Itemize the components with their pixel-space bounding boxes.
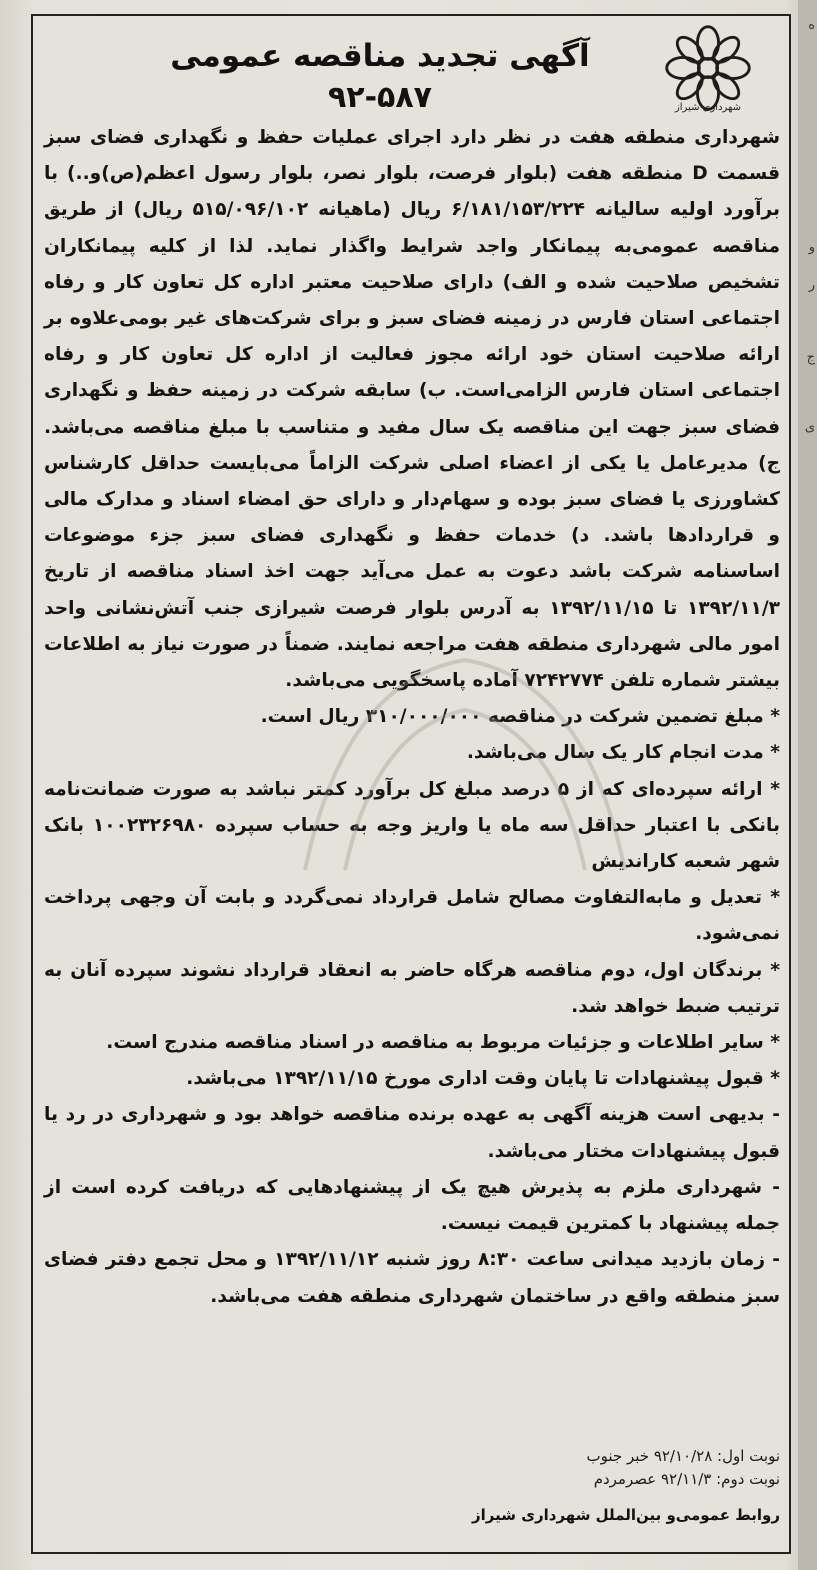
publication-first: نوبت اول: ۹۲/۱۰/۲۸ خبر جنوب [586,1447,780,1465]
side-fragment: ر [808,278,815,293]
main-paragraph: شهرداری منطقه هفت در نظر دارد اجرای عملیات حفظ و نگهداری فضای سبز قسمت D منطقه هفت (بلوار فرصت، بلوار نصر، بلوار رسول اعظم(ص)و..) با برآورد اولیه سالیانه ۶/۱۸۱/۱۵۳/۲۲۴ ریال (ماهیانه ۵۱۵/۰۹۶/۱۰۲ ریال) از طریق مناقصه عمومی‌به پیمانکار واجد شرایط واگذار نماید. لذا از کلیه پیمانکاران تشخیص صلاحیت شده و الف) دارای صلاحیت معتبر اداره کل تعاون کار و رفاه اجتماعی استان فارس در زمینه فضای سبز و برای شرکت‌های غیر بومی‌علاوه بر ارائه صلاحیت استان خود ارائه مجوز فعالیت از اداره کل تعاون کار و رفاه اجتماعی استان فارس الزامی‌است. ب) سابقه شرکت در زمینه حفظ و نگهداری فضای سبز جهت این مناقصه یک سال مفید و متناسب با مبلغ مناقصه می‌باشد. ج) مدیرعامل یا یکی از اعضاء اصلی شرکت الزاماً می‌بایست حداقل کارشناس کشاورزی یا فضای سبز بوده و سهام‌دار و دارای حق امضاء اسناد و مدارک مالی و قراردادها باشد. د) خدمات حفظ و نگهداری فضای سبز جزء موضوعات اساسنامه شرکت باشد دعوت به عمل می‌آید جهت اخذ اسناد مناقصه از تاریخ ۱۳۹۲/۱۱/۳ تا ۱۳۹۲/۱۱/۱۵ به آدرس بلوار فرصت شیرازی جنب آتش‌نشانی واحد امور مالی شهرداری منطقه هفت مراجعه نمایند. ضمناً در صورت نیاز به اطلاعات بیشتر شماره تلفن ۷۲۴۲۷۷۴ آماده پاسخگویی می‌باشد. [44,127,781,692]
logo-caption: شهرداری شیراز [674,102,742,113]
notice-title: آگهی تجدید مناقصه عمومی [170,38,590,74]
condition-item: - بدیهی است هزینه آگهی به عهده برنده مناقصه خواهد بود و شهرداری در رد یا قبول پیشنهادات مختار می‌باشد. [44,1104,780,1162]
condition-item: * تعدیل و مابه‌التفاوت مصالح شامل قرارداد نمی‌گردد و بابت آن وجهی پرداخت نمی‌شود. [44,887,780,945]
condition-item: - شهرداری ملزم به پذیرش هیچ یک از پیشنهادهایی که دریافت کرده است از جمله پیشنهاد با کمترین قیمت نیست. [44,1176,780,1235]
condition-item: - زمان بازدید میدانی ساعت ۸:۳۰ روز شنبه ۱۳۹۲/۱۱/۱۲ و محل تجمع دفتر فضای سبز منطقه واقع در ساختمان شهرداری منطقه هفت می‌باشد. [44,1249,780,1307]
adjacent-column-strip [798,0,817,1570]
condition-item: * مبلغ تضمین شرکت در مناقصه ۳۱۰/۰۰۰/۰۰۰ ریال است. [260,706,780,728]
side-fragment: و [808,240,815,255]
publication-dates [44,1445,780,1491]
condition-item: * سایر اطلاعات و جزئیات مربوط به مناقصه در اسناد مناقصه مندرج است. [106,1032,780,1054]
condition-item: * برندگان اول، دوم مناقصه هرگاه حاضر به انعقاد قرارداد نشوند سپرده آنان به ترتیب ضبط خواهد شد. [44,959,780,1017]
side-fragment: ی [804,420,815,435]
condition-item: * مدت انجام کار یک سال می‌باشد. [466,742,780,764]
signature-line: روابط عمومی‌و بین‌الملل شهرداری شیراز [472,1506,780,1524]
condition-item: * قبول پیشنهادات تا پایان وقت اداری مورخ ۱۳۹۲/۱۱/۱۵ می‌باشد. [186,1068,780,1090]
notice-body [44,120,780,1315]
side-fragment: ج [806,350,815,365]
tender-number: ۹۲-۵۸۷ [327,80,432,115]
condition-item: * ارائه سپرده‌ای که از ۵ درصد مبلغ کل برآورد کمتر نباشد به صورت ضمانت‌نامه بانکی با اعتبار حداقل سه ماه یا واریز وجه به حساب سپرده ۱۰۰۲۳۲۶۹۸۰ بانک شهر شعبه کاراندیش [44,778,781,873]
publication-second: نوبت دوم: ۹۲/۱۱/۳ عصرمردم [593,1470,780,1488]
side-fragment: ه [808,18,815,33]
